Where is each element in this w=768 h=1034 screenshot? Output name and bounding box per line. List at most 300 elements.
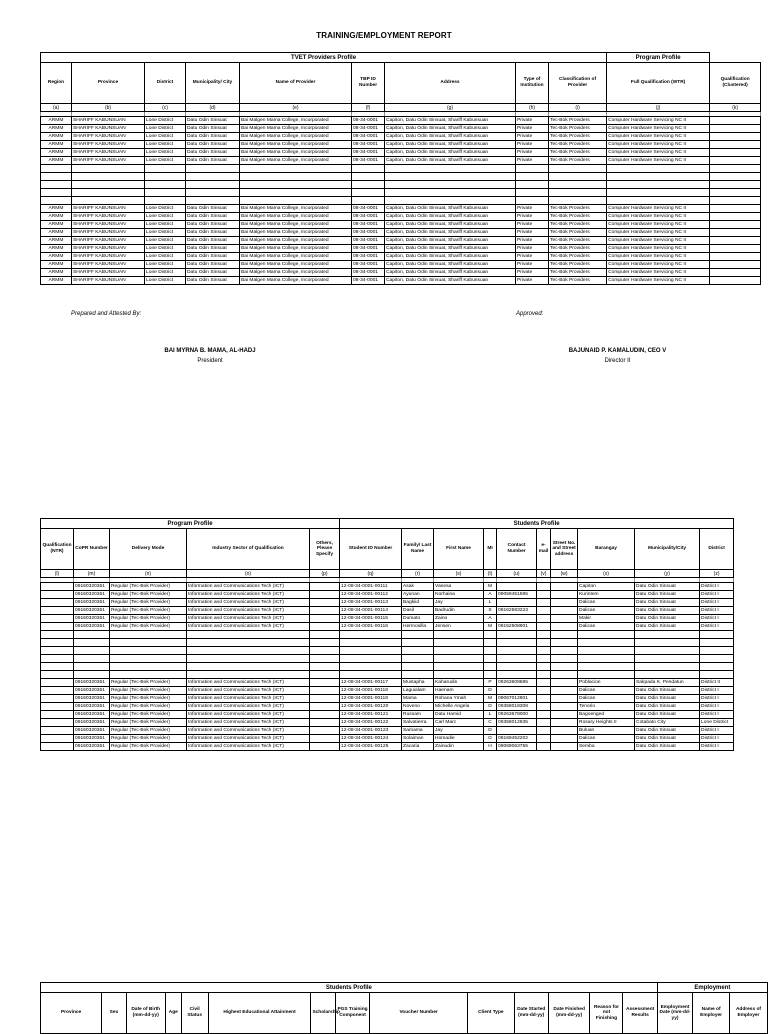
table-cell: [41, 711, 74, 719]
table-cell: Tec-Bok Providers: [549, 221, 607, 229]
employment-header-employment-date-mm-dd-yy: Employment Date (mm-dd-yy): [657, 993, 692, 1034]
table-row: [41, 133, 761, 141]
table-cell: 09263678000: [497, 711, 537, 719]
table-cell: Mustapha: [402, 679, 434, 687]
empty-row: [41, 663, 734, 671]
table-cell: [710, 213, 761, 221]
table-cell: District II: [700, 679, 734, 687]
table-cell: SHARIFF KABUNSUAN: [72, 261, 145, 269]
table-cell: Datu Odin Sinsuat: [635, 743, 700, 751]
table-cell: Datu Odin Sinsuat: [635, 599, 700, 607]
empty-row: [41, 181, 761, 189]
table-cell: Lone District: [145, 253, 186, 261]
table-cell: ARMM: [41, 205, 72, 213]
table-cell: 12-08-34-0001-00122: [340, 719, 402, 727]
table-cell: Lone District: [700, 719, 734, 727]
table-cell: SHARIFF KABUNSUAN: [72, 221, 145, 229]
student-header-delivery-mode: Delivery Mode: [110, 529, 187, 570]
table-cell: Information and Communications Tech (ICT): [187, 623, 310, 631]
students-employment-table: [40, 982, 768, 1034]
tvet-column-letter: (d): [186, 104, 240, 112]
table-cell: SHARIFF KABUNSUAN: [72, 269, 145, 277]
table-cell: Computer Hardware Servicing NC II: [607, 253, 710, 261]
table-cell: 12-08-34-0001-00112: [340, 591, 402, 599]
table-cell: Tec-Bok Providers: [549, 133, 607, 141]
table-cell: Lone District: [145, 221, 186, 229]
table-cell: Rohana Ymah: [434, 695, 484, 703]
table-cell: ARMM: [41, 157, 72, 165]
tvet-header-address: Address: [385, 63, 516, 104]
table-cell: Lone District: [145, 125, 186, 133]
table-cell: Bai Malgen Mama College, Incorporated: [240, 133, 352, 141]
table-cell: [41, 623, 74, 631]
table-cell: Bai Malgen Mama College, Incorporated: [240, 141, 352, 149]
employment-header-reason-for-not-finishing: Reason for not Finishing: [590, 993, 623, 1034]
table-cell: Dalican: [578, 735, 635, 743]
empty-row: [41, 655, 734, 663]
approved-label: Approved:: [516, 311, 544, 317]
table-cell: 12-08-34-0001-00125: [340, 743, 402, 751]
table-cell: Information and Communications Tech (ICT): [187, 735, 310, 743]
table-cell: 12-08-34-0001-00111: [340, 583, 402, 591]
table-cell: [551, 623, 578, 631]
table-row: [41, 117, 761, 125]
table-cell: L: [484, 711, 497, 719]
table-cell: Computer Hardware Servicing NC II: [607, 245, 710, 253]
student-header-family-last-name: Family/ Last Name: [402, 529, 434, 570]
tvet-header-province: Province: [72, 63, 145, 104]
table-cell: Regular (Tec-Bok Provider): [110, 719, 187, 727]
table-cell: Computer Hardware Servicing NC II: [607, 117, 710, 125]
empty-row: [41, 189, 761, 197]
table-cell: Dasil: [402, 607, 434, 615]
employment-header-civil-status: Civil Status: [181, 993, 208, 1034]
table-cell: [551, 695, 578, 703]
table-cell: Haenam: [434, 687, 484, 695]
table-cell: Semba: [578, 743, 635, 751]
tvet-header-municipality-city: Municipality/ City: [186, 63, 240, 104]
table-cell: 12-08-34-0001-00115: [340, 615, 402, 623]
table-cell: District I: [700, 727, 734, 735]
table-cell: District I: [700, 711, 734, 719]
table-cell: M: [484, 695, 497, 703]
table-cell: Datu Odin Sinsuat: [635, 735, 700, 743]
table-cell: [41, 703, 74, 711]
employment-header-assessment-results: Assessment Results: [623, 993, 657, 1034]
table-cell: D: [484, 727, 497, 735]
empty-row: [41, 671, 734, 679]
table-cell: SHARIFF KABUNSUAN: [72, 205, 145, 213]
table-cell: Datu Odin Sinsuat: [635, 615, 700, 623]
table-cell: [497, 599, 537, 607]
table-cell: Datu Odin Sinsuat: [635, 695, 700, 703]
table-cell: 08-34-0001: [352, 205, 385, 213]
table-row: [41, 607, 734, 615]
table-cell: 09160320361: [74, 607, 110, 615]
table-cell: ARMM: [41, 117, 72, 125]
table-cell: [310, 599, 340, 607]
table-cell: ARMM: [41, 245, 72, 253]
table-cell: D: [484, 687, 497, 695]
table-cell: [41, 591, 74, 599]
employment-header-age: Age: [165, 993, 181, 1034]
table-cell: Capiton, Datu Odin Sinsuat, Shariff Kabunsuan: [385, 269, 516, 277]
table-cell: 09160320361: [74, 583, 110, 591]
table-cell: Jay: [434, 727, 484, 735]
table-cell: [310, 703, 340, 711]
table-cell: Tec-Bok Providers: [549, 229, 607, 237]
table-cell: Information and Communications Tech (ICT): [187, 687, 310, 695]
student-column-letter: (o): [187, 570, 310, 578]
table-cell: 12-08-34-0001-00116: [340, 623, 402, 631]
table-cell: ARMM: [41, 237, 72, 245]
table-cell: [537, 679, 551, 687]
table-cell: [710, 269, 761, 277]
table-row: [41, 703, 734, 711]
student-column-letter: (l): [41, 570, 74, 578]
table-cell: 12-08-34-0001-00120: [340, 703, 402, 711]
table-cell: Computer Hardware Servicing NC II: [607, 213, 710, 221]
student-header-mi: MI: [484, 529, 497, 570]
tvet-providers-table: [40, 52, 761, 285]
table-cell: Computer Hardware Servicing NC II: [607, 277, 710, 285]
table-cell: Computer Hardware Servicing NC II: [607, 141, 710, 149]
table-cell: Regular (Tec-Bok Provider): [110, 615, 187, 623]
table-cell: 08-34-0001: [352, 133, 385, 141]
student-column-letter: (n): [110, 570, 187, 578]
table-cell: Bai Malgen Mama College, Incorporated: [240, 125, 352, 133]
table-cell: [537, 583, 551, 591]
table-cell: District I: [700, 599, 734, 607]
table-cell: 08-34-0001: [352, 117, 385, 125]
table-cell: [310, 727, 340, 735]
table-row: [41, 213, 761, 221]
table-cell: Regular (Tec-Bok Provider): [110, 687, 187, 695]
report-title: TRAINING/EMPLOYMENT REPORT: [316, 31, 452, 40]
table-cell: Datu Odin Sinsuat: [635, 711, 700, 719]
table-cell: [551, 599, 578, 607]
table-cell: 09160320361: [74, 687, 110, 695]
table-cell: [537, 615, 551, 623]
table-cell: [710, 157, 761, 165]
table-cell: [497, 687, 537, 695]
table-cell: [537, 711, 551, 719]
table-row: [41, 125, 761, 133]
table-row: [41, 735, 734, 743]
table-cell: Bai Malgen Mama College, Incorporated: [240, 221, 352, 229]
table-cell: Norhaina: [434, 591, 484, 599]
table-cell: ARMM: [41, 229, 72, 237]
empty-row: [41, 631, 734, 639]
table-cell: Capiton, Datu Odin Sinsuat, Shariff Kabunsuan: [385, 149, 516, 157]
table-cell: [41, 679, 74, 687]
tvet-column-letter: (h): [516, 104, 549, 112]
table-cell: Datu Odin Sinsuat: [186, 141, 240, 149]
table-cell: Capiton, Datu Odin Sinsuat, Shariff Kabunsuan: [385, 141, 516, 149]
table-cell: [41, 583, 74, 591]
table-cell: 09160320361: [74, 711, 110, 719]
table-cell: Vanesa: [434, 583, 484, 591]
table-cell: [310, 711, 340, 719]
table-cell: Lone District: [145, 277, 186, 285]
student-column-letter: (r): [402, 570, 434, 578]
table-cell: ARMM: [41, 149, 72, 157]
table-cell: A: [484, 591, 497, 599]
table-cell: Ayunan: [402, 591, 434, 599]
table-cell: Makir: [578, 615, 635, 623]
table-cell: Salvatierra: [402, 719, 434, 727]
tvet-header-qualification-clustered: Qualification (Clustered): [710, 63, 761, 104]
student-column-letter: (u): [497, 570, 537, 578]
employment-header-sex: Sex: [102, 993, 126, 1034]
table-cell: Datu Odin Sinsuat: [186, 157, 240, 165]
table-cell: [310, 743, 340, 751]
prepared-by-label: Prepared and Attested By:: [71, 311, 142, 317]
table-cell: [41, 607, 74, 615]
table-cell: Datu Odin Sinsuat: [186, 245, 240, 253]
tvet-header-district: District: [145, 63, 186, 104]
table-cell: 12-08-34-0001-00118: [340, 687, 402, 695]
table-cell: [551, 607, 578, 615]
table-cell: Capiton: [578, 583, 635, 591]
table-cell: Regular (Tec-Bok Provider): [110, 711, 187, 719]
table-row: [41, 583, 734, 591]
table-cell: ARMM: [41, 141, 72, 149]
table-cell: 09169452202: [497, 735, 537, 743]
table-cell: Private: [516, 277, 549, 285]
table-cell: [310, 591, 340, 599]
table-cell: SHARIFF KABUNSUAN: [72, 141, 145, 149]
table-cell: Information and Communications Tech (ICT): [187, 599, 310, 607]
table-cell: 09263608685: [497, 679, 537, 687]
student-header-municipality-city: Municipality/City: [635, 529, 700, 570]
table-cell: Regular (Tec-Bok Provider): [110, 727, 187, 735]
table-row: [41, 277, 761, 285]
student-column-letter: (y): [635, 570, 700, 578]
tvet-header-full-qualification-wtr: Full Qualification (WTR): [607, 63, 710, 104]
table-cell: Computer Hardware Servicing NC II: [607, 149, 710, 157]
table-cell: SHARIFF KABUNSUAN: [72, 245, 145, 253]
table-row: [41, 711, 734, 719]
table-cell: Capiton, Datu Odin Sinsuat, Shariff Kabunsuan: [385, 253, 516, 261]
table-cell: Regular (Tec-Bok Provider): [110, 735, 187, 743]
table-cell: Private: [516, 229, 549, 237]
tvet-column-letter: (f): [352, 104, 385, 112]
student-header-e-mail: e-mail: [537, 529, 551, 570]
table-cell: Laguialam: [402, 687, 434, 695]
table-cell: G: [484, 735, 497, 743]
table-cell: [537, 743, 551, 751]
tvet-header-region: Region: [41, 63, 72, 104]
table-cell: District I: [700, 743, 734, 751]
table-cell: Private: [516, 213, 549, 221]
table-cell: [710, 133, 761, 141]
table-cell: 09067012801: [497, 695, 537, 703]
table-cell: 12-08-34-0001-00119: [340, 695, 402, 703]
group-students-profile-3: Students Profile: [41, 983, 658, 993]
table-cell: Information and Communications Tech (ICT): [187, 711, 310, 719]
table-cell: Capiton, Datu Odin Sinsuat, Shariff Kabunsuan: [385, 229, 516, 237]
table-row: [41, 261, 761, 269]
employment-header-date-of-birth-mm-dd-yy: Date of Birth (mm-dd-yy): [126, 993, 165, 1034]
table-row: [41, 623, 734, 631]
table-cell: Private: [516, 205, 549, 213]
table-cell: [537, 719, 551, 727]
table-cell: Lone District: [145, 205, 186, 213]
table-cell: Regular (Tec-Bok Provider): [110, 743, 187, 751]
table-row: [41, 687, 734, 695]
table-cell: Information and Communications Tech (ICT): [187, 727, 310, 735]
table-cell: Private: [516, 221, 549, 229]
table-row: [41, 253, 761, 261]
table-cell: Datu Odin Sinsuat: [186, 221, 240, 229]
table-cell: [41, 599, 74, 607]
table-cell: 09358018308: [497, 703, 537, 711]
table-cell: 12-08-34-0001-00121: [340, 711, 402, 719]
table-row: [41, 727, 734, 735]
table-cell: M: [484, 583, 497, 591]
group-employment: Employment: [657, 983, 767, 993]
student-column-letter: (m): [74, 570, 110, 578]
prepared-name: BAI MYRNA B. MAMA, AL-HADJ: [164, 348, 256, 354]
table-cell: 09358012935: [497, 719, 537, 727]
table-cell: Information and Communications Tech (ICT): [187, 583, 310, 591]
table-row: [41, 229, 761, 237]
table-cell: 08-34-0001: [352, 261, 385, 269]
table-cell: SHARIFF KABUNSUAN: [72, 237, 145, 245]
table-cell: Zainudin: [434, 743, 484, 751]
table-cell: Bai Malgen Mama College, Incorporated: [240, 157, 352, 165]
table-cell: Information and Communications Tech (ICT): [187, 615, 310, 623]
table-cell: [310, 735, 340, 743]
table-cell: 12-08-34-0001-00123: [340, 727, 402, 735]
table-cell: [537, 599, 551, 607]
table-row: [41, 221, 761, 229]
table-cell: 09069063755: [497, 743, 537, 751]
group-students-profile: Students Profile: [340, 519, 734, 529]
table-cell: Private: [516, 245, 549, 253]
table-cell: Bai Malgen Mama College, Incorporated: [240, 117, 352, 125]
table-cell: [551, 591, 578, 599]
table-cell: [41, 719, 74, 727]
table-cell: Bai Malgen Mama College, Incorporated: [240, 229, 352, 237]
table-cell: [310, 607, 340, 615]
table-cell: [497, 615, 537, 623]
table-cell: [41, 727, 74, 735]
table-cell: Regular (Tec-Bok Provider): [110, 607, 187, 615]
table-cell: Datu Odin Sinsuat: [186, 277, 240, 285]
table-cell: Tec-Bok Providers: [549, 269, 607, 277]
table-cell: Poblacion: [578, 679, 635, 687]
student-column-letter: (q): [340, 570, 402, 578]
table-cell: Michelle Angela: [434, 703, 484, 711]
table-cell: Tec-Bok Providers: [549, 117, 607, 125]
table-cell: Carl Marc: [434, 719, 484, 727]
table-cell: 09162583223: [497, 607, 537, 615]
employment-header-province: Province: [41, 993, 102, 1034]
table-cell: [310, 719, 340, 727]
prepared-position: President: [197, 358, 223, 364]
table-cell: Bai Malgen Mama College, Incorporated: [240, 261, 352, 269]
table-row: [41, 743, 734, 751]
table-row: [41, 719, 734, 727]
table-cell: Badrudin: [434, 607, 484, 615]
table-cell: [710, 205, 761, 213]
table-cell: Datu Odin Sinsuat: [186, 117, 240, 125]
table-cell: Information and Communications Tech (ICT): [187, 679, 310, 687]
table-cell: SHARIFF KABUNSUAN: [72, 117, 145, 125]
table-cell: ARMM: [41, 269, 72, 277]
table-cell: Datu Odin Sinsuat: [186, 269, 240, 277]
table-cell: A: [484, 615, 497, 623]
table-cell: [310, 695, 340, 703]
table-cell: Computer Hardware Servicing NC II: [607, 261, 710, 269]
table-row: [41, 695, 734, 703]
empty-row: [41, 165, 761, 173]
table-cell: Datu Odin Sinsuat: [186, 229, 240, 237]
table-cell: Dalican: [578, 687, 635, 695]
table-cell: Datu Odin Sinsuat: [186, 261, 240, 269]
table-cell: D: [484, 703, 497, 711]
table-cell: Dalican: [578, 599, 635, 607]
student-header-others-please-specify: Others, Please Specify: [310, 529, 340, 570]
table-row: [41, 157, 761, 165]
tvet-column-letter: (c): [145, 104, 186, 112]
table-cell: Bai Malgen Mama College, Incorporated: [240, 149, 352, 157]
table-cell: [41, 695, 74, 703]
table-cell: Tenorio: [578, 703, 635, 711]
table-cell: Capiton, Datu Odin Sinsuat, Shariff Kabunsuan: [385, 205, 516, 213]
table-cell: [710, 237, 761, 245]
employment-header-highest-educational-attainment: Highest Educational Attainment: [208, 993, 311, 1034]
table-cell: [710, 125, 761, 133]
table-cell: 08-34-0001: [352, 125, 385, 133]
table-cell: Private: [516, 261, 549, 269]
table-cell: District I: [700, 695, 734, 703]
table-cell: Capiton, Datu Odin Sinsuat, Shariff Kabunsuan: [385, 221, 516, 229]
group-program-profile-2: Program Profile: [41, 519, 340, 529]
student-header-district: District: [700, 529, 734, 570]
table-cell: 09059451595: [497, 591, 537, 599]
table-cell: ARMM: [41, 125, 72, 133]
table-cell: Private: [516, 253, 549, 261]
table-cell: Bai Malgen Mama College, Incorporated: [240, 253, 352, 261]
table-cell: 08-34-0001: [352, 213, 385, 221]
table-cell: [551, 679, 578, 687]
employment-header-name-of-employer: Name of Employer: [693, 993, 730, 1034]
table-cell: SHARIFF KABUNSUAN: [72, 149, 145, 157]
table-cell: 08-34-0001: [352, 237, 385, 245]
table-cell: [310, 679, 340, 687]
table-cell: Noveno: [402, 703, 434, 711]
table-cell: 12-08-34-0001-00114: [340, 607, 402, 615]
table-cell: Tec-Bok Providers: [549, 261, 607, 269]
student-header-street-no-and-street-address: Street No. and Street address: [551, 529, 578, 570]
table-cell: [537, 703, 551, 711]
approved-name: BAJUNAID P. KAMALUDIN, CEO V: [568, 348, 667, 354]
table-cell: 08-34-0001: [352, 253, 385, 261]
table-cell: Datu Odin Sinsuat: [635, 583, 700, 591]
table-cell: Lone District: [145, 149, 186, 157]
tvet-header-name-of-provider: Name of Provider: [240, 63, 352, 104]
table-cell: Capiton, Datu Odin Sinsuat, Shariff Kabunsuan: [385, 237, 516, 245]
tvet-column-letter: (a): [41, 104, 72, 112]
table-cell: [310, 623, 340, 631]
table-cell: SHARIFF KABUNSUAN: [72, 229, 145, 237]
table-cell: Information and Communications Tech (ICT): [187, 607, 310, 615]
table-cell: Lone District: [145, 141, 186, 149]
table-cell: Datu Odin Sinsuat: [186, 205, 240, 213]
